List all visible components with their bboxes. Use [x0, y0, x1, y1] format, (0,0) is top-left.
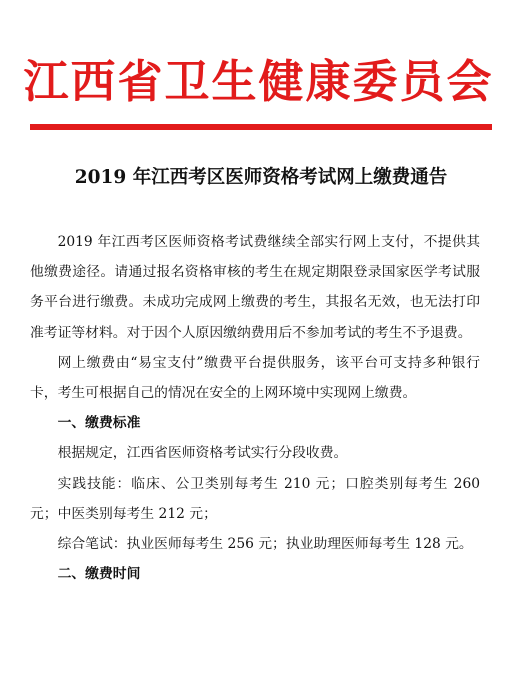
body-paragraph: 综合笔试：执业医师每考生 256 元；执业助理医师每考生 128 元。	[57, 536, 473, 553]
body-paragraph: 实践技能：临床、公卫类别每考生 210 元；口腔类别每考生 260 元；中医类别每考生 212 元；	[30, 475, 480, 522]
body-paragraph: 根据规定，江西省医师资格考试实行分段收费。	[57, 445, 348, 462]
document-body	[30, 227, 480, 589]
red-divider-rule	[30, 124, 492, 130]
section-heading: 一、缴费标准	[57, 415, 141, 432]
section-heading: 二、缴费时间	[57, 566, 141, 583]
masthead-title: 江西省卫生健康委员会	[23, 55, 494, 108]
body-paragraph: 2019 年江西考区医师资格考试费继续全部实行网上支付，不提供其他缴费途径。请通过报名资格审核的考生在规定期限登录国家医学考试服务平台进行缴费。未成功完成网上缴费的考生，其报名无效，也无法打印准考证等材料。对于因个人原因缴纳费用后不参加考试的考生不予退费。	[30, 234, 480, 341]
document-title: 2019 年江西考区医师资格考试网上缴费通告	[74, 167, 448, 188]
body-paragraph: 网上缴费由“易宝支付”缴费平台提供服务，该平台可支持多种银行卡，考生可根据自己的情况在安全的上网环境中实现网上缴费。	[30, 354, 480, 402]
